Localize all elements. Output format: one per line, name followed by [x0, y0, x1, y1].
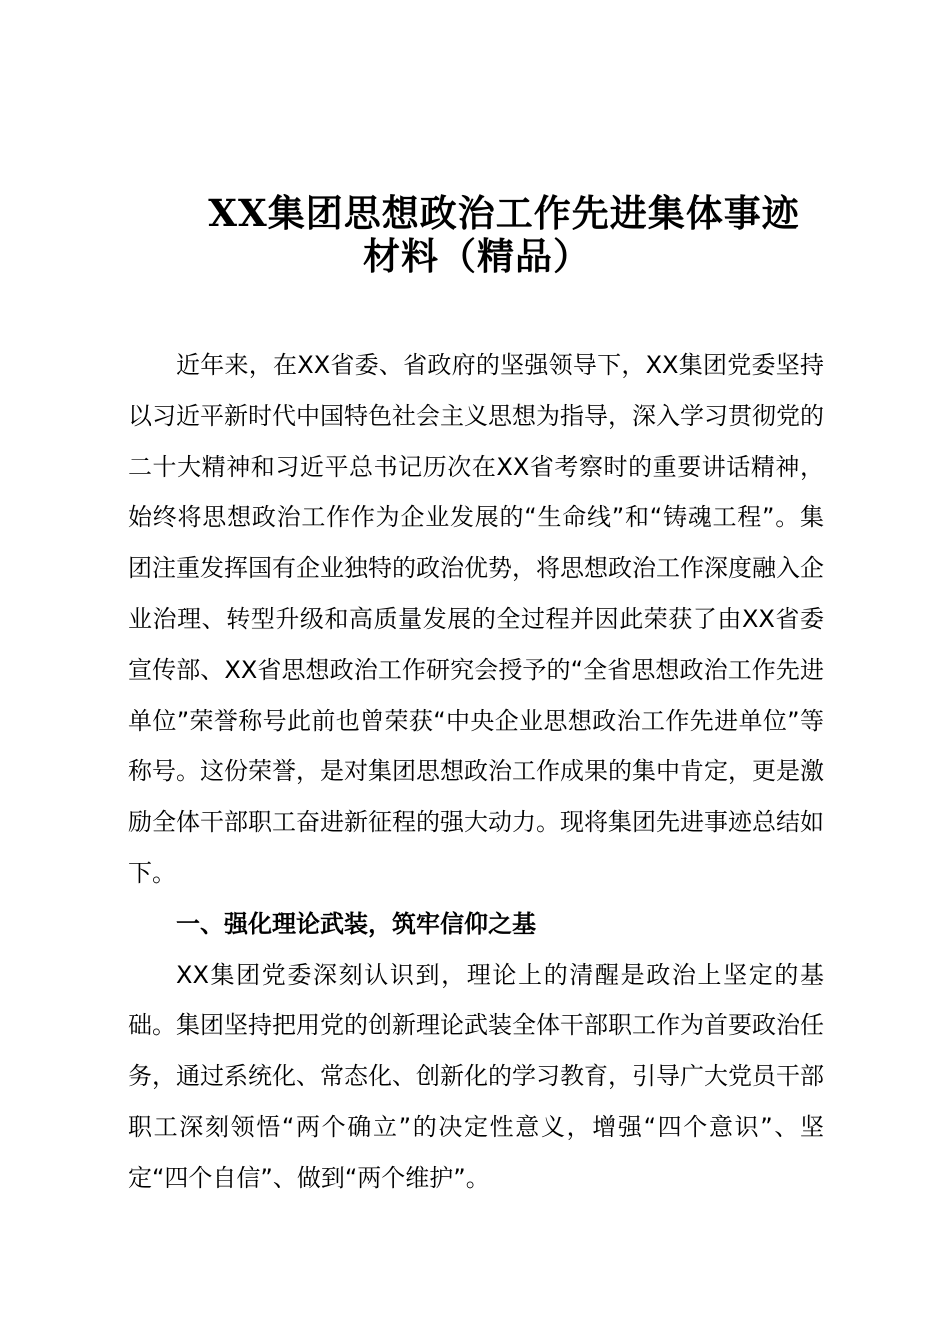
title-line-1: XX集团思想政治工作先进集体事迹 [208, 191, 800, 235]
section-heading-1: 一、强化理论武装，筑牢信仰之基 [176, 909, 536, 938]
section-1-paragraph: XX集团党委深刻认识到，理论上的清醒是政治上坚定的基础。集团坚持把用党的创新理论武装全体干部职工作为首要政治任务，通过系统化、常态化、创新化的学习教育，引导广大党员干部职工深刻领悟“两个确立”的决定性意义，增强“四个意识”、坚定“四个自信”、做到“两个维护”。 [128, 960, 824, 1192]
intro-paragraph: 近年来，在XX省委、省政府的坚强领导下，XX集团党委坚持以习近平新时代中国特色社会主义思想为指导，深入学习贯彻党的二十大精神和习近平总书记历次在XX省考察时的重要讲话精神，始终将思想政治工作作为企业发展的“生命线”和“铸魂工程”。集团注重发挥国有企业独特的政治优势，将思想政治工作深度融入企业治理、转型升级和高质量发展的全过程并因此荣获了由XX省委宣传部、XX省思想政治工作研究会授予的“全省思想政治工作先进单位”荣誉称号此前也曾荣获“中央企业思想政治工作先进单位”等称号。这份荣誉，是对集团思想政治工作成果的集中肯定，更是激励全体干部职工奋进新征程的强大动力。现将集团先进事迹总结如下。 [128, 351, 824, 887]
document-body [128, 340, 824, 1204]
document-title [128, 192, 824, 278]
title-line-2: 材料（精品） [363, 234, 591, 278]
